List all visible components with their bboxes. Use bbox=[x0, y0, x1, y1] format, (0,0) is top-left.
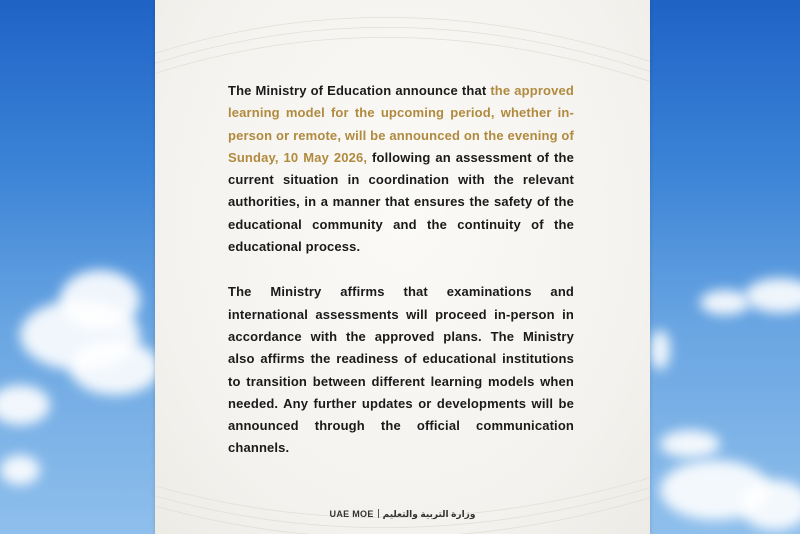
cloud-right-1 bbox=[745, 278, 800, 313]
cloud-left-2 bbox=[60, 270, 140, 330]
paragraph-1-highlight: the approved learning model for the upcoming period, whether in-person or remote, will be announced on the evening of Sunday, 10 May 2026, bbox=[228, 83, 574, 165]
cloud-right-6 bbox=[740, 480, 800, 530]
announcement-text bbox=[228, 80, 574, 460]
cloud-right-4 bbox=[660, 430, 720, 458]
paragraph-2: The Ministry affirms that examinations and international assessments will proceed in-person in accordance with the approved plans. The Ministry also affirms the readiness of educational institutions to transition between different learning models when needed. Any further updates or developments will be announced through the official communication channels. bbox=[228, 284, 574, 456]
paragraph-1 bbox=[228, 80, 574, 258]
footer-brand bbox=[155, 509, 650, 520]
brand-ar: وزارة التربية والتعليم bbox=[382, 509, 476, 519]
cloud-right-3 bbox=[650, 330, 670, 370]
cloud-right-2 bbox=[700, 290, 750, 315]
announcement-card bbox=[155, 0, 650, 534]
brand-separator bbox=[378, 509, 379, 518]
paragraph-1-intro: The Ministry of Education announce that bbox=[228, 83, 491, 98]
brand-en: UAE MOE bbox=[329, 509, 374, 519]
cloud-left-3 bbox=[70, 340, 160, 395]
paragraph-1-rest: following an assessment of the current situation in coordination with the relevant authorities, in a manner that ensures the safety of the educational community and the continuity of the educational process. bbox=[228, 149, 574, 255]
cloud-left-5 bbox=[0, 455, 40, 485]
cloud-left-4 bbox=[0, 385, 50, 425]
